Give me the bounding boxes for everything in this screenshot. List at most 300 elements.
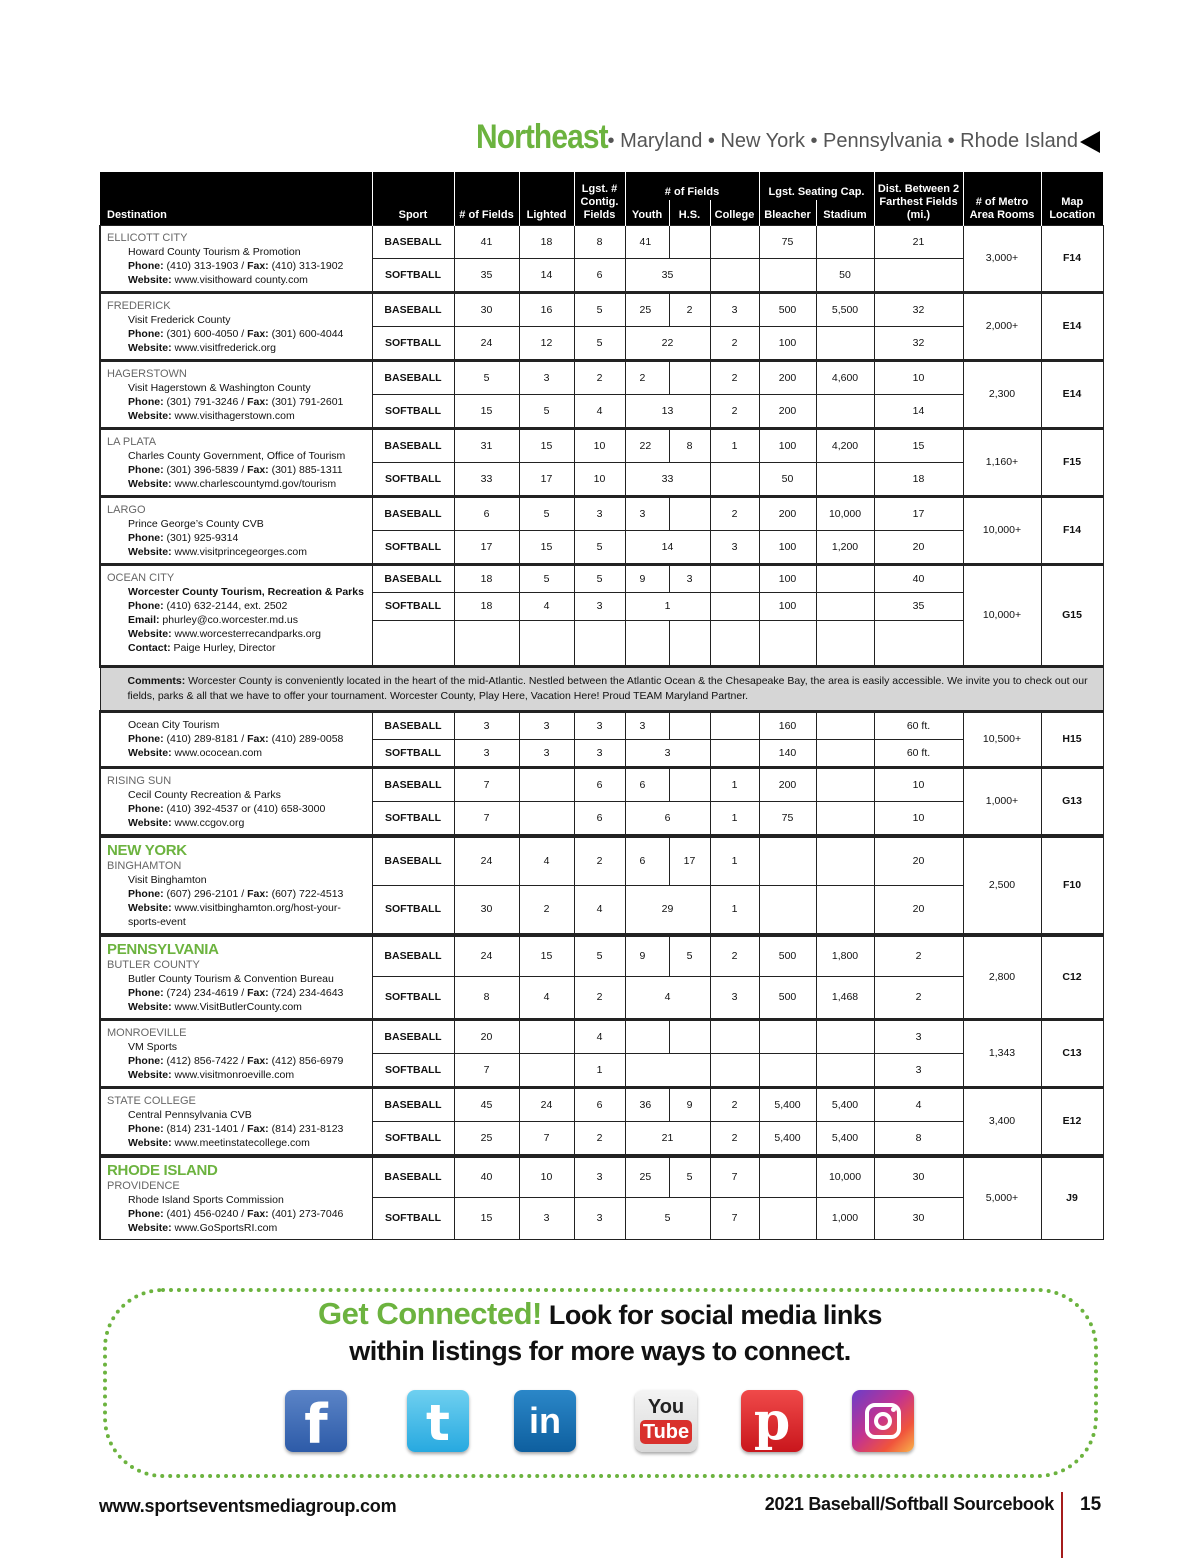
comments-label: Comments: bbox=[127, 674, 186, 687]
sport-cell: BASEBALL bbox=[372, 564, 454, 592]
stadium-cell: 10,000 bbox=[816, 1156, 874, 1198]
dist-cell: 15 bbox=[874, 428, 963, 462]
fields-cell: 6 bbox=[454, 496, 519, 530]
youtube-tube-text: Tube bbox=[640, 1420, 692, 1444]
contig-cell: 3 bbox=[574, 1197, 625, 1239]
map-location-cell: J9 bbox=[1041, 1156, 1103, 1240]
sport-cell: BASEBALL bbox=[372, 767, 454, 801]
stadium-cell: 4,200 bbox=[816, 428, 874, 462]
bleacher-cell: 200 bbox=[759, 360, 816, 394]
stadium-cell: 1,800 bbox=[816, 935, 874, 977]
contact-line: Website: www.visitmonroeville.com bbox=[128, 1068, 295, 1081]
contig-cell: 4 bbox=[574, 885, 625, 935]
contact-line: Phone: (301) 925-9314 bbox=[128, 531, 239, 544]
contact-line: Email: phurley@co.worcester.md.us bbox=[128, 613, 298, 626]
contact-line: Contact: Paige Hurley, Director bbox=[128, 641, 276, 654]
sport-cell: SOFTBALL bbox=[372, 801, 454, 835]
dist-cell: 32 bbox=[874, 292, 963, 326]
contact-line: Website: www.worcesterrecandparks.org bbox=[128, 627, 321, 640]
hs-cell: 5 bbox=[669, 1156, 710, 1198]
sport-cell: BASEBALL bbox=[372, 1087, 454, 1121]
sport-cell: BASEBALL bbox=[372, 935, 454, 977]
contig-cell: 1 bbox=[574, 1053, 625, 1087]
bleacher-cell: 100 bbox=[759, 592, 816, 620]
map-location-cell: G13 bbox=[1041, 767, 1103, 836]
fields-cell: 3 bbox=[454, 711, 519, 739]
contig-cell: 3 bbox=[574, 592, 625, 620]
fields-cell: 30 bbox=[454, 292, 519, 326]
youth-cell: 25 bbox=[625, 1156, 669, 1198]
footer-divider bbox=[1061, 1492, 1063, 1558]
dist-cell bbox=[874, 259, 963, 293]
sport-cell: SOFTBALL bbox=[372, 1197, 454, 1239]
destination-cell bbox=[100, 360, 372, 428]
sport-cell: SOFTBALL bbox=[372, 977, 454, 1019]
youth-hs-cell: 22 bbox=[625, 326, 710, 360]
table-row bbox=[100, 292, 1103, 326]
map-location-cell: E14 bbox=[1041, 360, 1103, 428]
contact-line: Website: www.visitprincegeorges.com bbox=[128, 545, 307, 558]
facility-table bbox=[99, 172, 1104, 1240]
lighted-cell: 5 bbox=[519, 564, 574, 592]
header-metro-rooms: # of Metro Area Rooms bbox=[963, 172, 1041, 225]
lighted-cell: 4 bbox=[519, 836, 574, 886]
destination-cell bbox=[100, 1156, 372, 1240]
college-cell: 2 bbox=[710, 360, 759, 394]
destination-cell bbox=[100, 767, 372, 836]
contact-line: Phone: (410) 313-1903 / Fax: (410) 313-1902 bbox=[128, 259, 344, 272]
map-location-cell: E12 bbox=[1041, 1087, 1103, 1156]
contact-line: Website: www.visithoward county.com bbox=[128, 273, 308, 286]
table-header bbox=[100, 172, 1103, 225]
contact-line: Phone: (724) 234-4619 / Fax: (724) 234-4643 bbox=[128, 986, 344, 999]
lighted-cell: 24 bbox=[519, 1087, 574, 1121]
contig-cell: 2 bbox=[574, 977, 625, 1019]
lighted-cell: 15 bbox=[519, 428, 574, 462]
city-name: MONROEVILLE bbox=[107, 1026, 187, 1039]
contact-line: Phone: (301) 791-3246 / Fax: (301) 791-2601 bbox=[128, 395, 344, 408]
bleacher-cell: 500 bbox=[759, 977, 816, 1019]
header-distance: Dist. Between 2 Farthest Fields (mi.) bbox=[874, 172, 963, 225]
youth-cell bbox=[625, 1019, 669, 1053]
city-name: ELLICOTT CITY bbox=[107, 231, 188, 244]
sport-cell: SOFTBALL bbox=[372, 394, 454, 428]
contact-line: Phone: (401) 456-0240 / Fax: (401) 273-7046 bbox=[128, 1207, 344, 1220]
state-list: • Maryland • New York • Pennsylvania • Rhode Island bbox=[607, 130, 1078, 152]
dist-cell: 40 bbox=[874, 564, 963, 592]
sport-cell: SOFTBALL bbox=[372, 1121, 454, 1155]
map-location-cell: F14 bbox=[1041, 496, 1103, 564]
contig-cell: 6 bbox=[574, 767, 625, 801]
sport-cell: SOFTBALL bbox=[372, 462, 454, 496]
youth-hs-cell: 14 bbox=[625, 530, 710, 564]
college-cell bbox=[710, 1019, 759, 1053]
college-cell: 3 bbox=[710, 977, 759, 1019]
header-lighted: Lighted bbox=[519, 172, 574, 225]
table-row bbox=[100, 935, 1103, 977]
dist-cell: 2 bbox=[874, 977, 963, 1019]
table-row bbox=[100, 564, 1103, 592]
contig-cell: 3 bbox=[574, 739, 625, 767]
college-cell: 1 bbox=[710, 801, 759, 835]
sport-cell: SOFTBALL bbox=[372, 592, 454, 620]
college-cell bbox=[710, 592, 759, 620]
lighted-cell: 4 bbox=[519, 977, 574, 1019]
stadium-cell: 1,468 bbox=[816, 977, 874, 1019]
destination-cell bbox=[100, 1087, 372, 1156]
bleacher-cell: 75 bbox=[759, 225, 816, 259]
header-fields-group: # of Fields bbox=[625, 172, 759, 200]
hs-cell bbox=[669, 767, 710, 801]
header-lgst-contig: Lgst. # Contig. Fields bbox=[574, 172, 625, 225]
sport-cell: SOFTBALL bbox=[372, 885, 454, 935]
contact-line: Phone: (301) 600-4050 / Fax: (301) 600-4044 bbox=[128, 327, 344, 340]
youtube-you-text: You bbox=[647, 1396, 685, 1418]
organization-name: Worcester County Tourism, Recreation & Parks bbox=[128, 585, 364, 598]
stadium-cell: 50 bbox=[816, 259, 874, 293]
youth-cell: 9 bbox=[625, 935, 669, 977]
comments-text: Worcester County is conveniently located in the heart of the mid-Atlantic. Nestled between the Atlantic Ocean & the Chesapeake Bay, the area is easily accessible. We invite you to check out our fields, parks & all that we have to offer your tournament. Worcester County, Play Here, Vacation Here! Proud TEAM Maryland Partner. bbox=[127, 674, 1088, 702]
hs-cell: 2 bbox=[669, 292, 710, 326]
linkedin-icon[interactable]: in bbox=[514, 1390, 576, 1452]
fields-cell: 18 bbox=[454, 592, 519, 620]
dist-cell: 30 bbox=[874, 1197, 963, 1239]
bleacher-cell: 100 bbox=[759, 428, 816, 462]
fields-cell: 8 bbox=[454, 977, 519, 1019]
youth-hs-cell: 6 bbox=[625, 801, 710, 835]
dist-cell: 14 bbox=[874, 394, 963, 428]
lighted-cell: 12 bbox=[519, 326, 574, 360]
dist-cell: 35 bbox=[874, 592, 963, 620]
lighted-cell bbox=[519, 801, 574, 835]
sport-cell: SOFTBALL bbox=[372, 1053, 454, 1087]
header-map-location: Map Location bbox=[1041, 172, 1103, 225]
triangle-pointer-icon bbox=[1080, 131, 1100, 153]
bleacher-cell: 500 bbox=[759, 935, 816, 977]
sport-cell: SOFTBALL bbox=[372, 739, 454, 767]
organization-name: Visit Frederick County bbox=[128, 313, 231, 326]
bleacher-cell: 500 bbox=[759, 292, 816, 326]
map-location-cell: F14 bbox=[1041, 225, 1103, 292]
stadium-cell bbox=[816, 711, 874, 739]
college-cell: 1 bbox=[710, 885, 759, 935]
youtube-icon[interactable] bbox=[635, 1390, 697, 1452]
bleacher-cell: 5,400 bbox=[759, 1121, 816, 1155]
contig-cell: 10 bbox=[574, 428, 625, 462]
stadium-cell: 4,600 bbox=[816, 360, 874, 394]
stadium-cell bbox=[816, 225, 874, 259]
contig-cell: 5 bbox=[574, 292, 625, 326]
youth-hs-cell: 4 bbox=[625, 977, 710, 1019]
footer-url[interactable]: www.sportseventsmediagroup.com bbox=[99, 1496, 397, 1516]
contact-line: Website: www.visithagerstown.com bbox=[128, 409, 295, 422]
contact-line: Website: www.VisitButlerCounty.com bbox=[128, 1000, 302, 1013]
bleacher-cell bbox=[759, 1019, 816, 1053]
bleacher-cell: 200 bbox=[759, 496, 816, 530]
lighted-cell: 4 bbox=[519, 592, 574, 620]
stadium-cell bbox=[816, 462, 874, 496]
college-cell: 3 bbox=[710, 530, 759, 564]
contig-cell: 6 bbox=[574, 259, 625, 293]
bleacher-cell: 5,400 bbox=[759, 1087, 816, 1121]
sport-cell: SOFTBALL bbox=[372, 259, 454, 293]
contact-line: Website: www.charlescountymd.gov/tourism bbox=[128, 477, 337, 490]
dist-cell: 30 bbox=[874, 1156, 963, 1198]
fields-cell: 33 bbox=[454, 462, 519, 496]
fields-cell: 15 bbox=[454, 1197, 519, 1239]
youth-hs-cell bbox=[625, 1053, 710, 1087]
youth-cell: 3 bbox=[625, 496, 669, 530]
contact-line: Phone: (410) 289-8181 / Fax: (410) 289-0058 bbox=[128, 732, 344, 745]
sport-cell: BASEBALL bbox=[372, 292, 454, 326]
comments-cell bbox=[100, 666, 1103, 711]
contact-line: Website: www.ccgov.org bbox=[128, 816, 245, 829]
youth-hs-cell: 3 bbox=[625, 739, 710, 767]
hs-cell: 8 bbox=[669, 428, 710, 462]
bleacher-cell: 160 bbox=[759, 711, 816, 739]
college-cell bbox=[710, 564, 759, 592]
organization-name: Prince George’s County CVB bbox=[128, 517, 264, 530]
hs-cell bbox=[669, 711, 710, 739]
sport-cell: BASEBALL bbox=[372, 1156, 454, 1198]
banner-highlight: Get Connected! bbox=[318, 1296, 542, 1331]
fields-cell: 7 bbox=[454, 801, 519, 835]
sport-cell: SOFTBALL bbox=[372, 326, 454, 360]
metro-rooms-cell: 3,400 bbox=[963, 1087, 1041, 1156]
table-row bbox=[100, 496, 1103, 530]
fields-cell: 7 bbox=[454, 1053, 519, 1087]
map-location-cell: F15 bbox=[1041, 428, 1103, 496]
dist-cell: 2 bbox=[874, 935, 963, 977]
dist-cell: 20 bbox=[874, 885, 963, 935]
lighted-cell: 3 bbox=[519, 739, 574, 767]
dist-cell: 10 bbox=[874, 360, 963, 394]
fields-cell: 5 bbox=[454, 360, 519, 394]
city-name: LARGO bbox=[107, 503, 146, 516]
contact-line: Website: www.meetinstatecollege.com bbox=[128, 1136, 310, 1149]
contact-line: Website: www.ococean.com bbox=[128, 746, 263, 759]
college-cell: 7 bbox=[710, 1156, 759, 1198]
metro-rooms-cell: 1,160+ bbox=[963, 428, 1041, 496]
destination-cell bbox=[100, 1019, 372, 1087]
metro-rooms-cell: 3,000+ bbox=[963, 225, 1041, 292]
sport-cell: BASEBALL bbox=[372, 496, 454, 530]
contig-cell: 10 bbox=[574, 462, 625, 496]
hs-cell: 3 bbox=[669, 564, 710, 592]
map-location-cell: F10 bbox=[1041, 836, 1103, 935]
bleacher-cell bbox=[759, 836, 816, 886]
city-name: RISING SUN bbox=[107, 774, 172, 787]
contact-line: Website: www.visitbinghamton.org/host-your-sports-event bbox=[128, 901, 341, 928]
fields-cell: 24 bbox=[454, 326, 519, 360]
contig-cell: 2 bbox=[574, 1121, 625, 1155]
lighted-cell: 14 bbox=[519, 259, 574, 293]
metro-rooms-cell: 10,000+ bbox=[963, 496, 1041, 564]
state-header: RHODE ISLAND bbox=[107, 1161, 218, 1179]
contact-line: Website: www.GoSportsRI.com bbox=[128, 1221, 278, 1234]
organization-name: Ocean City Tourism bbox=[128, 718, 220, 731]
header-num-fields: # of Fields bbox=[454, 172, 519, 225]
fields-cell: 40 bbox=[454, 1156, 519, 1198]
college-cell: 1 bbox=[710, 767, 759, 801]
youth-hs-cell: 35 bbox=[625, 259, 710, 293]
destination-cell bbox=[100, 428, 372, 496]
table-row bbox=[100, 225, 1103, 259]
map-location-cell: C12 bbox=[1041, 935, 1103, 1020]
bleacher-cell: 100 bbox=[759, 564, 816, 592]
college-cell: 2 bbox=[710, 496, 759, 530]
college-cell: 2 bbox=[710, 394, 759, 428]
table-row bbox=[100, 1156, 1103, 1198]
page-header bbox=[100, 118, 1100, 162]
header-hs: H.S. bbox=[669, 200, 710, 225]
lighted-cell bbox=[519, 1053, 574, 1087]
table-row bbox=[100, 836, 1103, 886]
header-college: College bbox=[710, 200, 759, 225]
sport-cell: BASEBALL bbox=[372, 711, 454, 739]
contig-cell: 4 bbox=[574, 1019, 625, 1053]
hs-cell bbox=[669, 496, 710, 530]
contig-cell: 5 bbox=[574, 530, 625, 564]
dist-cell: 8 bbox=[874, 1121, 963, 1155]
youth-cell: 41 bbox=[625, 225, 669, 259]
destination-cell bbox=[100, 225, 372, 292]
youth-cell: 22 bbox=[625, 428, 669, 462]
bleacher-cell: 50 bbox=[759, 462, 816, 496]
organization-name: Charles County Government, Office of Tourism bbox=[128, 449, 346, 462]
metro-rooms-cell: 2,500 bbox=[963, 836, 1041, 935]
bleacher-cell: 100 bbox=[759, 326, 816, 360]
city-name: LA PLATA bbox=[107, 435, 157, 448]
youth-cell: 25 bbox=[625, 292, 669, 326]
stadium-cell bbox=[816, 1053, 874, 1087]
fields-cell: 41 bbox=[454, 225, 519, 259]
college-cell: 7 bbox=[710, 1197, 759, 1239]
stadium-cell bbox=[816, 739, 874, 767]
fields-cell: 24 bbox=[454, 836, 519, 886]
destination-cell bbox=[100, 292, 372, 360]
header-stadium: Stadium bbox=[816, 200, 874, 225]
hs-cell bbox=[669, 225, 710, 259]
stadium-cell bbox=[816, 394, 874, 428]
lighted-cell: 15 bbox=[519, 530, 574, 564]
city-name: FREDERICK bbox=[107, 299, 171, 312]
metro-rooms-cell: 10,000+ bbox=[963, 564, 1041, 666]
youth-hs-cell: 5 bbox=[625, 1197, 710, 1239]
pinterest-icon[interactable]: p bbox=[741, 1390, 803, 1452]
city-name: BUTLER COUNTY bbox=[107, 958, 200, 971]
youth-hs-cell: 33 bbox=[625, 462, 710, 496]
dist-cell: 60 ft. bbox=[874, 739, 963, 767]
dist-cell: 20 bbox=[874, 836, 963, 886]
hs-cell: 9 bbox=[669, 1087, 710, 1121]
contig-cell: 2 bbox=[574, 360, 625, 394]
bleacher-cell bbox=[759, 1197, 816, 1239]
lighted-cell: 3 bbox=[519, 1197, 574, 1239]
dist-cell: 60 ft. bbox=[874, 711, 963, 739]
metro-rooms-cell: 2,800 bbox=[963, 935, 1041, 1020]
contact-line: Website: www.visitfrederick.org bbox=[128, 341, 277, 354]
dist-cell: 20 bbox=[874, 530, 963, 564]
organization-name: Cecil County Recreation & Parks bbox=[128, 788, 281, 801]
lighted-cell: 15 bbox=[519, 935, 574, 977]
organization-name: VM Sports bbox=[128, 1040, 178, 1053]
organization-name: Visit Binghamton bbox=[128, 873, 207, 886]
instagram-icon[interactable] bbox=[852, 1390, 914, 1452]
contig-cell: 5 bbox=[574, 564, 625, 592]
fields-cell: 45 bbox=[454, 1087, 519, 1121]
contact-line: Phone: (607) 296-2101 / Fax: (607) 722-4513 bbox=[128, 887, 344, 900]
table-row bbox=[100, 360, 1103, 394]
stadium-cell bbox=[816, 836, 874, 886]
college-cell: 3 bbox=[710, 292, 759, 326]
stadium-cell bbox=[816, 767, 874, 801]
header-destination: Destination bbox=[100, 172, 372, 225]
lighted-cell: 7 bbox=[519, 1121, 574, 1155]
bleacher-cell: 75 bbox=[759, 801, 816, 835]
metro-rooms-cell: 2,300 bbox=[963, 360, 1041, 428]
college-cell: 2 bbox=[710, 1087, 759, 1121]
map-location-cell: C13 bbox=[1041, 1019, 1103, 1087]
organization-name: Central Pennsylvania CVB bbox=[128, 1108, 252, 1121]
stadium-cell bbox=[816, 592, 874, 620]
youth-cell: 2 bbox=[625, 360, 669, 394]
lighted-cell: 5 bbox=[519, 496, 574, 530]
youth-hs-cell: 21 bbox=[625, 1121, 710, 1155]
contig-cell: 6 bbox=[574, 1087, 625, 1121]
dist-cell: 17 bbox=[874, 496, 963, 530]
header-youth: Youth bbox=[625, 200, 669, 225]
table-row bbox=[100, 428, 1103, 462]
metro-rooms-cell: 5,000+ bbox=[963, 1156, 1041, 1240]
banner-line-1-text: Look for social media links bbox=[541, 1300, 882, 1330]
lighted-cell: 16 bbox=[519, 292, 574, 326]
bleacher-cell bbox=[759, 1053, 816, 1087]
fields-cell: 31 bbox=[454, 428, 519, 462]
stadium-cell: 1,200 bbox=[816, 530, 874, 564]
college-cell: 1 bbox=[710, 428, 759, 462]
twitter-icon[interactable]: t bbox=[407, 1390, 469, 1452]
metro-rooms-cell: 2,000+ bbox=[963, 292, 1041, 360]
contact-line: Phone: (412) 856-7422 / Fax: (412) 856-6979 bbox=[128, 1054, 344, 1067]
contig-cell: 3 bbox=[574, 496, 625, 530]
metro-rooms-cell: 10,500+ bbox=[963, 711, 1041, 767]
city-name: STATE COLLEGE bbox=[107, 1094, 196, 1107]
destination-cell bbox=[100, 496, 372, 564]
stadium-cell bbox=[816, 564, 874, 592]
fields-cell: 35 bbox=[454, 259, 519, 293]
facebook-icon[interactable]: f bbox=[285, 1390, 347, 1452]
header-sport: Sport bbox=[372, 172, 454, 225]
fields-cell: 20 bbox=[454, 1019, 519, 1053]
city-name: HAGERSTOWN bbox=[107, 367, 187, 380]
city-name: OCEAN CITY bbox=[107, 571, 175, 584]
destination-cell bbox=[100, 836, 372, 935]
hs-cell: 5 bbox=[669, 935, 710, 977]
dist-cell: 3 bbox=[874, 1019, 963, 1053]
dist-cell: 21 bbox=[874, 225, 963, 259]
fields-cell: 15 bbox=[454, 394, 519, 428]
banner-line-2: within listings for more ways to connect. bbox=[349, 1336, 851, 1366]
stadium-cell bbox=[816, 801, 874, 835]
header-bleacher: Bleacher bbox=[759, 200, 816, 225]
map-location-cell: E14 bbox=[1041, 292, 1103, 360]
hs-cell: 17 bbox=[669, 836, 710, 886]
organization-name: Howard County Tourism & Promotion bbox=[128, 245, 301, 258]
contig-cell: 8 bbox=[574, 225, 625, 259]
youth-cell: 6 bbox=[625, 767, 669, 801]
youth-hs-cell: 13 bbox=[625, 394, 710, 428]
